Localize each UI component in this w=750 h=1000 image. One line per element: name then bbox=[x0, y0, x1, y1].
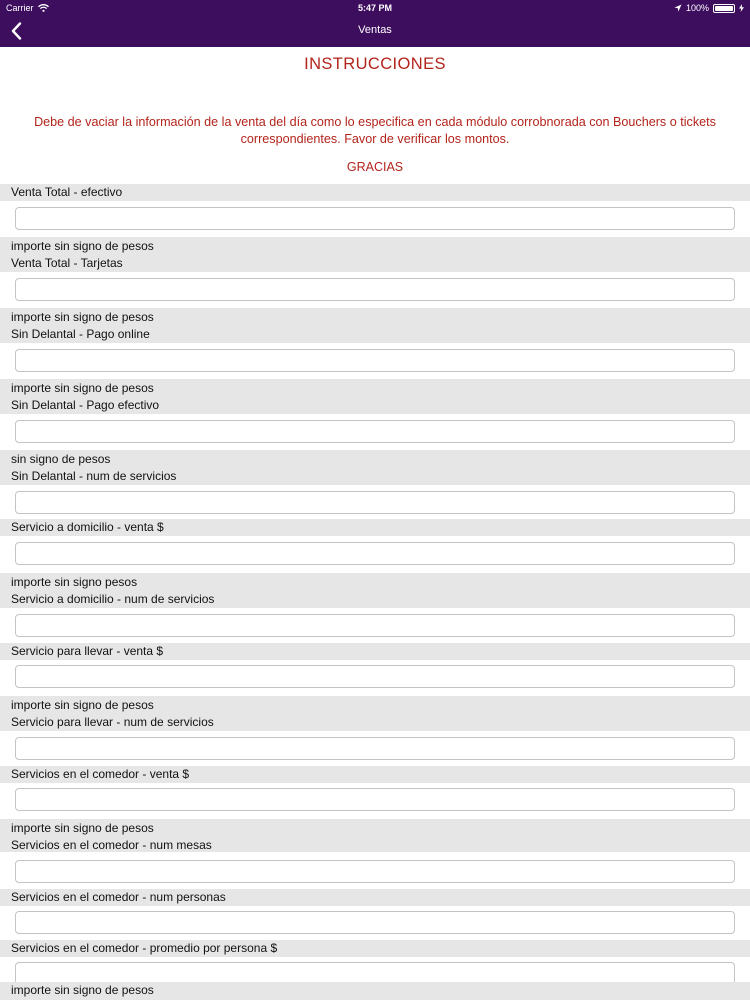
field-label-band bbox=[0, 982, 750, 1000]
field-label-sin-delantal-pago-online: Sin Delantal - Pago online bbox=[11, 327, 150, 341]
input-sin-delantal-pago-efectivo[interactable] bbox=[15, 420, 735, 443]
battery-level bbox=[715, 6, 733, 11]
input-comedor-num-personas[interactable] bbox=[15, 911, 735, 934]
field-hint: importe sin signo pesos bbox=[11, 575, 138, 589]
field-label-band bbox=[0, 450, 750, 485]
field-label-comedor-promedio-persona: Servicios en el comedor - promedio por persona $ bbox=[11, 941, 278, 955]
instructions-title: INSTRUCCIONES bbox=[304, 55, 446, 73]
field-label-band bbox=[0, 573, 750, 608]
instructions-text bbox=[0, 114, 750, 148]
field-label-band bbox=[0, 766, 750, 783]
field-label-band bbox=[0, 184, 750, 201]
field-label-band bbox=[0, 819, 750, 852]
input-llevar-venta[interactable] bbox=[15, 665, 735, 688]
input-comedor-num-mesas[interactable] bbox=[15, 860, 735, 883]
field-label-band bbox=[0, 237, 750, 272]
charging-bolt-icon bbox=[739, 4, 744, 12]
status-time: 5:47 PM bbox=[357, 3, 392, 13]
field-label-venta-total-tarjetas: Venta Total - Tarjetas bbox=[11, 256, 123, 270]
thanks-label: GRACIAS bbox=[346, 160, 404, 174]
field-label-domicilio-num-servicios: Servicio a domicilio - num de servicios bbox=[11, 592, 215, 606]
nav-title: Ventas bbox=[358, 24, 392, 36]
field-label-band bbox=[0, 889, 750, 906]
field-label-llevar-num-servicios: Servicio para llevar - num de servicios bbox=[11, 715, 214, 729]
input-venta-total-tarjetas[interactable] bbox=[15, 278, 735, 301]
input-domicilio-venta[interactable] bbox=[15, 542, 735, 565]
field-label-band bbox=[0, 643, 750, 660]
input-sin-delantal-pago-online[interactable] bbox=[15, 349, 735, 372]
header-bar bbox=[0, 0, 750, 47]
input-comedor-venta[interactable] bbox=[15, 788, 735, 811]
field-label-comedor-num-mesas: Servicios en el comedor - num mesas bbox=[11, 838, 212, 852]
field-label-band bbox=[0, 696, 750, 731]
input-venta-total-efectivo[interactable] bbox=[15, 207, 735, 230]
field-label-band bbox=[0, 940, 750, 957]
field-label-venta-total-efectivo: Venta Total - efectivo bbox=[11, 185, 123, 199]
field-hint: importe sin signo de pesos bbox=[11, 239, 154, 253]
battery-icon bbox=[713, 4, 735, 13]
carrier-label: Carrier bbox=[6, 3, 34, 13]
field-label-comedor-venta: Servicios en el comedor - venta $ bbox=[11, 767, 190, 781]
field-hint: importe sin signo de pesos bbox=[11, 821, 154, 835]
field-label-domicilio-venta: Servicio a domicilio - venta $ bbox=[11, 520, 164, 534]
field-label-llevar-venta: Servicio para llevar - venta $ bbox=[11, 644, 164, 658]
status-right bbox=[670, 3, 744, 13]
input-sin-delantal-num-servicios[interactable] bbox=[15, 491, 735, 514]
instructions-line-1: Debe de vaciar la información de la venta del día como lo especifica en cada módulo corrobnorada con Bouchers o tickets bbox=[34, 115, 716, 129]
field-label-sin-delantal-pago-efectivo: Sin Delantal - Pago efectivo bbox=[11, 398, 160, 412]
status-bar bbox=[0, 0, 750, 16]
field-label-band bbox=[0, 308, 750, 343]
field-label-comedor-num-personas: Servicios en el comedor - num personas bbox=[11, 890, 226, 904]
field-label-band bbox=[0, 379, 750, 414]
nav-bar bbox=[0, 16, 750, 47]
field-hint: importe sin signo de pesos bbox=[11, 698, 154, 712]
location-arrow-icon bbox=[674, 4, 682, 12]
field-label-sin-delantal-num-servicios: Sin Delantal - num de servicios bbox=[11, 469, 177, 483]
input-domicilio-num-servicios[interactable] bbox=[15, 614, 735, 637]
input-llevar-num-servicios[interactable] bbox=[15, 737, 735, 760]
field-label-band bbox=[0, 519, 750, 536]
instructions-line-2: correspondientes. Favor de verificar los montos. bbox=[240, 132, 510, 146]
battery-percent: 100% bbox=[685, 3, 709, 13]
field-hint: importe sin signo de pesos bbox=[11, 381, 154, 395]
field-hint: sin signo de pesos bbox=[11, 452, 111, 466]
field-hint: importe sin signo de pesos bbox=[11, 983, 154, 997]
field-hint: importe sin signo de pesos bbox=[11, 310, 154, 324]
